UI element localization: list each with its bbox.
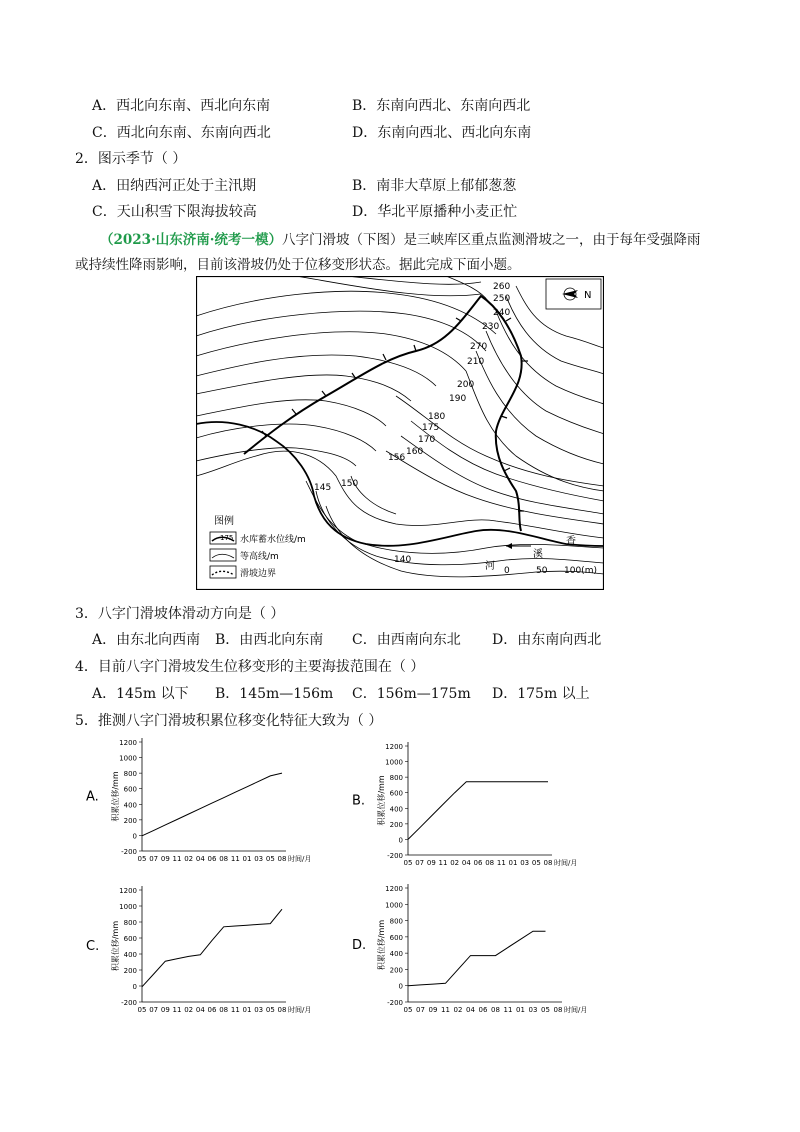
svg-text:等高线/m: 等高线/m xyxy=(240,552,279,562)
x-tick-label: 11 xyxy=(496,859,506,867)
y-tick-label: 0 xyxy=(132,983,137,991)
q4-option-d: D．175m 以上 xyxy=(492,686,590,702)
q3-option-c: C．由西南向东北 xyxy=(352,632,461,648)
y-tick-label: 1200 xyxy=(385,743,403,751)
chart-panel-label: D. xyxy=(352,938,367,953)
north-label: N xyxy=(584,290,592,301)
x-tick-label: 11 xyxy=(503,1006,513,1014)
y-tick-label: -200 xyxy=(387,852,403,860)
y-tick-label: 1200 xyxy=(385,885,403,893)
y-tick-label: -200 xyxy=(387,999,403,1007)
q1-option-c: C．西北向东南、东南向西北 xyxy=(92,125,271,141)
y-tick-label: 1000 xyxy=(119,754,137,763)
passage-line-2: 或持续性降雨影响，目前该滑坡仍处于位移变形状态。据此完成下面小题。 xyxy=(75,257,521,273)
x-tick-label: 01 xyxy=(242,855,252,863)
chart-xlabel: 时间/月 xyxy=(554,859,578,867)
svg-text:水库蓄水位线/m: 水库蓄水位线/m xyxy=(240,535,306,545)
chart-panel-label: B. xyxy=(352,793,366,809)
y-tick-label: 800 xyxy=(389,917,403,926)
x-tick-label: 05 xyxy=(265,855,275,863)
chart-ylabel: 积累位移/mm xyxy=(377,775,386,826)
y-tick-label: 800 xyxy=(123,770,137,779)
x-tick-label: 11 xyxy=(230,855,240,863)
x-tick-label: 02 xyxy=(450,859,460,867)
q2-stem: 2．图示季节（ ） xyxy=(75,151,187,167)
x-tick-label: 04 xyxy=(195,1006,205,1014)
x-tick-label: 02 xyxy=(184,855,194,863)
contour-label: 200 xyxy=(457,380,475,390)
series-line xyxy=(142,773,282,836)
x-tick-label: 05 xyxy=(531,859,541,867)
contour-label: 156 xyxy=(388,453,406,463)
q2-option-d: D．华北平原播种小麦正忙 xyxy=(352,204,518,220)
y-tick-label: 0 xyxy=(398,836,403,845)
y-tick-label: 1200 xyxy=(119,887,137,895)
x-tick-label: 06 xyxy=(207,1006,217,1014)
y-tick-label: 1000 xyxy=(385,758,403,767)
q1-option-d: D．东南向西北、西北向东南 xyxy=(352,125,532,141)
chart-a xyxy=(80,734,320,869)
contour-label: 210 xyxy=(467,357,485,367)
x-tick-label: 01 xyxy=(516,1006,525,1014)
x-tick-label: 07 xyxy=(149,855,159,863)
y-tick-label: 1000 xyxy=(119,903,137,911)
svg-text:175: 175 xyxy=(220,534,234,542)
y-tick-label: 200 xyxy=(123,816,137,825)
x-tick-label: 09 xyxy=(426,859,436,867)
y-tick-label: 1200 xyxy=(119,739,137,747)
y-tick-label: 1000 xyxy=(385,901,403,910)
x-tick-label: 09 xyxy=(160,1006,170,1014)
x-tick-label: 02 xyxy=(184,1006,194,1014)
y-tick-label: 400 xyxy=(123,951,137,959)
contour-label: 240 xyxy=(493,308,511,318)
q4-option-b: B．145m—156m xyxy=(215,686,334,702)
series-line xyxy=(408,782,548,840)
legend-title: 图例 xyxy=(214,516,234,527)
x-tick-label: 06 xyxy=(478,1006,488,1014)
q4-option-a: A．145m 以下 xyxy=(92,686,189,702)
y-tick-label: -200 xyxy=(121,999,137,1007)
chart-ylabel: 积累位移/mm xyxy=(377,919,386,971)
x-tick-label: 06 xyxy=(473,859,483,867)
chart-xlabel: 时间/月 xyxy=(288,855,312,863)
x-tick-label: 11 xyxy=(172,1006,182,1014)
x-tick-label: 04 xyxy=(461,859,471,867)
x-tick-label: 08 xyxy=(485,859,495,867)
y-tick-label: 200 xyxy=(389,820,403,829)
x-tick-label: 08 xyxy=(277,855,287,863)
contour-label: 150 xyxy=(341,479,359,489)
svg-text:滑坡边界: 滑坡边界 xyxy=(240,569,277,579)
y-tick-label: 600 xyxy=(389,789,403,798)
y-tick-label: 600 xyxy=(123,935,137,943)
series-line xyxy=(142,909,282,987)
x-tick-label: 05 xyxy=(137,855,147,863)
q1-option-a: A．西北向东南、西北向东南 xyxy=(92,98,271,114)
series-line xyxy=(408,931,546,986)
x-tick-label: 11 xyxy=(438,859,448,867)
chart-xlabel: 时间/月 xyxy=(564,1006,588,1014)
contour-label: 230 xyxy=(482,322,500,332)
landslide-topo-map xyxy=(196,276,604,590)
svg-text:50: 50 xyxy=(536,566,548,576)
river-label: 溪 xyxy=(533,549,543,560)
y-tick-label: 600 xyxy=(389,933,403,942)
x-tick-label: 08 xyxy=(219,855,229,863)
contour-label: 170 xyxy=(418,435,436,445)
x-tick-label: 03 xyxy=(520,859,530,867)
q1-option-b: B．东南向西北、东南向西北 xyxy=(352,98,531,114)
y-tick-label: 400 xyxy=(389,805,403,814)
chart-c xyxy=(80,882,320,1020)
x-tick-label: 08 xyxy=(543,859,553,867)
x-tick-label: 04 xyxy=(195,855,205,863)
y-tick-label: 400 xyxy=(123,801,137,810)
x-tick-label: 08 xyxy=(277,1006,287,1014)
y-tick-label: 400 xyxy=(389,950,403,959)
x-tick-label: 07 xyxy=(415,859,425,867)
x-tick-label: 03 xyxy=(254,1006,264,1014)
y-tick-label: 800 xyxy=(123,919,137,927)
x-tick-label: 04 xyxy=(466,1006,475,1014)
passage-source: （2023·山东济南·统考一模） xyxy=(100,232,282,248)
q2-option-c: C．天山积雪下限海拔较高 xyxy=(92,204,257,220)
contour-label: 175 xyxy=(422,423,440,433)
x-tick-label: 07 xyxy=(149,1006,159,1014)
svg-text:0: 0 xyxy=(504,566,510,576)
x-tick-label: 01 xyxy=(242,1006,252,1014)
y-tick-label: 200 xyxy=(123,967,137,975)
contour-label: 190 xyxy=(449,394,467,404)
x-tick-label: 05 xyxy=(137,1006,147,1014)
chart-b xyxy=(346,738,586,873)
q4-option-c: C．156m—175m xyxy=(352,686,471,702)
contour-label: 160 xyxy=(406,447,424,457)
y-tick-label: 0 xyxy=(398,982,403,991)
x-tick-label: 03 xyxy=(528,1006,538,1014)
x-tick-label: 08 xyxy=(553,1006,563,1014)
x-tick-label: 03 xyxy=(254,855,264,863)
x-tick-label: 08 xyxy=(491,1006,500,1014)
x-tick-label: 06 xyxy=(207,855,217,863)
y-tick-label: 0 xyxy=(132,832,137,841)
chart-ylabel: 积累位移/mm xyxy=(111,771,120,822)
x-tick-label: 11 xyxy=(230,1006,240,1014)
q2-option-a: A．田纳西河正处于主汛期 xyxy=(92,178,257,194)
x-tick-label: 05 xyxy=(403,859,413,867)
q5-stem: 5．推测八字门滑坡积累位移变化特征大致为（ ） xyxy=(75,713,383,729)
q4-stem: 4．目前八字门滑坡发生位移变形的主要海拔范围在（ ） xyxy=(75,659,425,675)
passage-line-1: （2023·山东济南·统考一模）八字门滑坡（下图）是三峡库区重点监测滑坡之一，由于每年受强降雨 xyxy=(100,232,701,248)
river-label: 香 xyxy=(566,536,576,547)
chart-panel-label: A. xyxy=(86,789,99,805)
contour-label: 250 xyxy=(493,294,511,304)
x-tick-label: 07 xyxy=(416,1006,425,1014)
chart-xlabel: 时间/月 xyxy=(288,1006,312,1014)
svg-text:100(m): 100(m) xyxy=(564,566,597,576)
q3-option-a: A．由东北向西南 xyxy=(92,632,201,648)
contour-label: 260 xyxy=(493,282,511,292)
chart-panel-label: C. xyxy=(86,939,100,954)
q3-option-d: D．由东南向西北 xyxy=(492,632,602,648)
contour-label: 270 xyxy=(470,342,488,352)
y-tick-label: 600 xyxy=(123,785,137,794)
contour-label: 145 xyxy=(314,483,332,493)
x-tick-label: 08 xyxy=(219,1006,229,1014)
q3-option-b: B．由西北向东南 xyxy=(215,632,324,648)
x-tick-label: 02 xyxy=(453,1006,463,1014)
x-tick-label: 05 xyxy=(541,1006,550,1014)
x-tick-label: 05 xyxy=(403,1006,413,1014)
contour-label: 140 xyxy=(394,555,412,565)
river-label: 河 xyxy=(485,561,495,572)
x-tick-label: 09 xyxy=(428,1006,438,1014)
y-tick-label: 800 xyxy=(389,774,403,783)
y-tick-label: -200 xyxy=(121,848,137,856)
x-tick-label: 01 xyxy=(508,859,518,867)
x-tick-label: 11 xyxy=(172,855,182,863)
x-tick-label: 11 xyxy=(441,1006,450,1014)
contour-label: 180 xyxy=(428,412,446,422)
chart-ylabel: 积累位移/mm xyxy=(111,920,120,972)
chart-d xyxy=(346,880,596,1020)
x-tick-label: 05 xyxy=(265,1006,275,1014)
y-tick-label: 200 xyxy=(389,966,403,975)
q2-option-b: B．南非大草原上郁郁葱葱 xyxy=(352,178,517,194)
x-tick-label: 09 xyxy=(160,855,170,863)
q3-stem: 3．八字门滑坡体滑动方向是（ ） xyxy=(75,606,285,622)
